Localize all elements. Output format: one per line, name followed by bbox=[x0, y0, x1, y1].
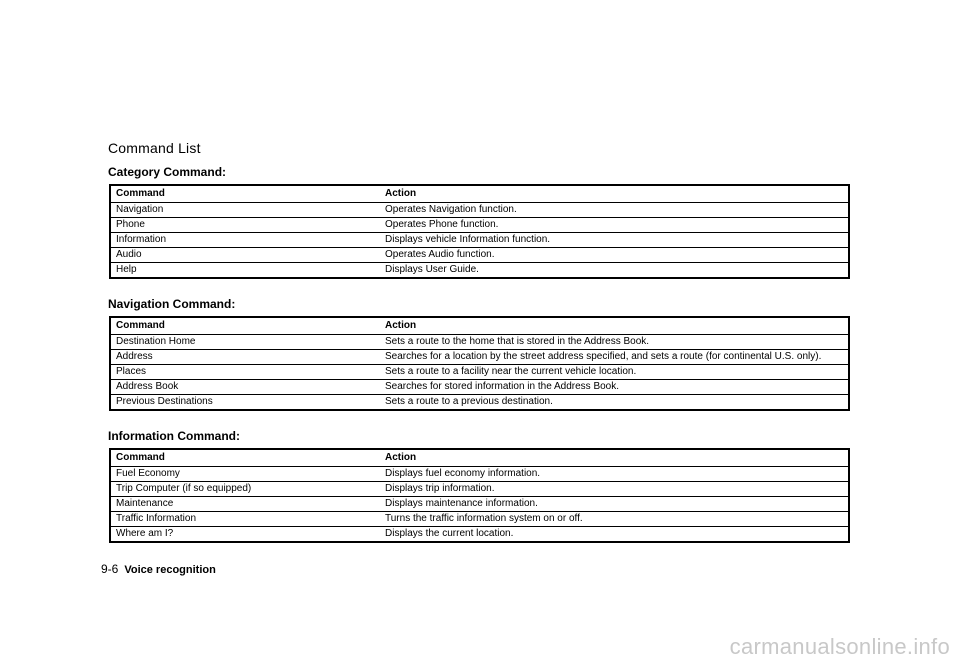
command-cell: Navigation bbox=[110, 203, 380, 218]
column-header-action: Action bbox=[380, 317, 849, 335]
table-row bbox=[110, 512, 849, 527]
navigation-command-heading: Navigation Command: bbox=[108, 297, 236, 311]
command-cell: Traffic Information bbox=[110, 512, 380, 527]
command-cell: Previous Destinations bbox=[116, 396, 213, 407]
action-cell: Displays trip information. bbox=[380, 482, 849, 497]
command-cell: Places bbox=[110, 365, 380, 380]
action-cell: Displays the current location. bbox=[385, 528, 514, 539]
command-cell: Where am I? bbox=[116, 528, 174, 539]
action-cell: Operates Phone function. bbox=[380, 218, 849, 233]
table-row bbox=[110, 365, 849, 380]
information-command-table bbox=[109, 448, 850, 543]
table-row bbox=[110, 233, 849, 248]
table-row bbox=[110, 380, 849, 395]
table-row bbox=[110, 527, 849, 543]
command-cell: Maintenance bbox=[110, 497, 380, 512]
command-cell: Address bbox=[110, 350, 380, 365]
page-title: Command List bbox=[108, 140, 201, 156]
navigation-command-table bbox=[109, 316, 850, 411]
command-cell: Phone bbox=[110, 218, 380, 233]
column-header-command: Command bbox=[110, 449, 380, 467]
category-command-table bbox=[109, 184, 850, 279]
table-row bbox=[110, 263, 849, 279]
command-cell: Fuel Economy bbox=[110, 467, 380, 482]
command-cell: Trip Computer (if so equipped) bbox=[110, 482, 380, 497]
table-row bbox=[110, 203, 849, 218]
column-header-command: Command bbox=[110, 317, 380, 335]
action-cell: Sets a route to a facility near the current vehicle location. bbox=[380, 365, 849, 380]
table-row bbox=[110, 482, 849, 497]
category-command-heading: Category Command: bbox=[108, 165, 227, 179]
action-cell: Turns the traffic information system on or off. bbox=[380, 512, 849, 527]
page-footer bbox=[101, 562, 216, 576]
watermark: carmanualsonline.info bbox=[729, 634, 950, 659]
section-name: Voice recognition bbox=[124, 564, 216, 576]
table-row bbox=[110, 395, 849, 411]
action-cell: Sets a route to the home that is stored in the Address Book. bbox=[380, 335, 849, 350]
table-row bbox=[110, 248, 849, 263]
table-header-row bbox=[110, 185, 849, 203]
table-row bbox=[110, 350, 849, 365]
action-cell: Searches for stored information in the Address Book. bbox=[380, 380, 849, 395]
page-number: 9-6 bbox=[101, 562, 119, 576]
information-command-heading: Information Command: bbox=[108, 429, 240, 443]
action-cell: Operates Audio function. bbox=[380, 248, 849, 263]
column-header-action: Action bbox=[380, 185, 849, 203]
command-cell: Help bbox=[116, 264, 137, 275]
table-row bbox=[110, 218, 849, 233]
action-cell: Displays vehicle Information function. bbox=[380, 233, 849, 248]
action-cell: Operates Navigation function. bbox=[380, 203, 849, 218]
action-cell: Searches for a location by the street address specified, and sets a route (for continental U.S. only). bbox=[380, 350, 849, 365]
table-row bbox=[110, 467, 849, 482]
table-header-row bbox=[110, 449, 849, 467]
table-row bbox=[110, 497, 849, 512]
command-cell: Audio bbox=[110, 248, 380, 263]
column-header-command: Command bbox=[110, 185, 380, 203]
table-header-row bbox=[110, 317, 849, 335]
action-cell: Displays fuel economy information. bbox=[380, 467, 849, 482]
table-row bbox=[110, 335, 849, 350]
action-cell: Displays User Guide. bbox=[385, 264, 479, 275]
command-cell: Address Book bbox=[110, 380, 380, 395]
action-cell: Sets a route to a previous destination. bbox=[385, 396, 553, 407]
command-cell: Destination Home bbox=[110, 335, 380, 350]
command-cell: Information bbox=[110, 233, 380, 248]
column-header-action: Action bbox=[380, 449, 849, 467]
action-cell: Displays maintenance information. bbox=[380, 497, 849, 512]
